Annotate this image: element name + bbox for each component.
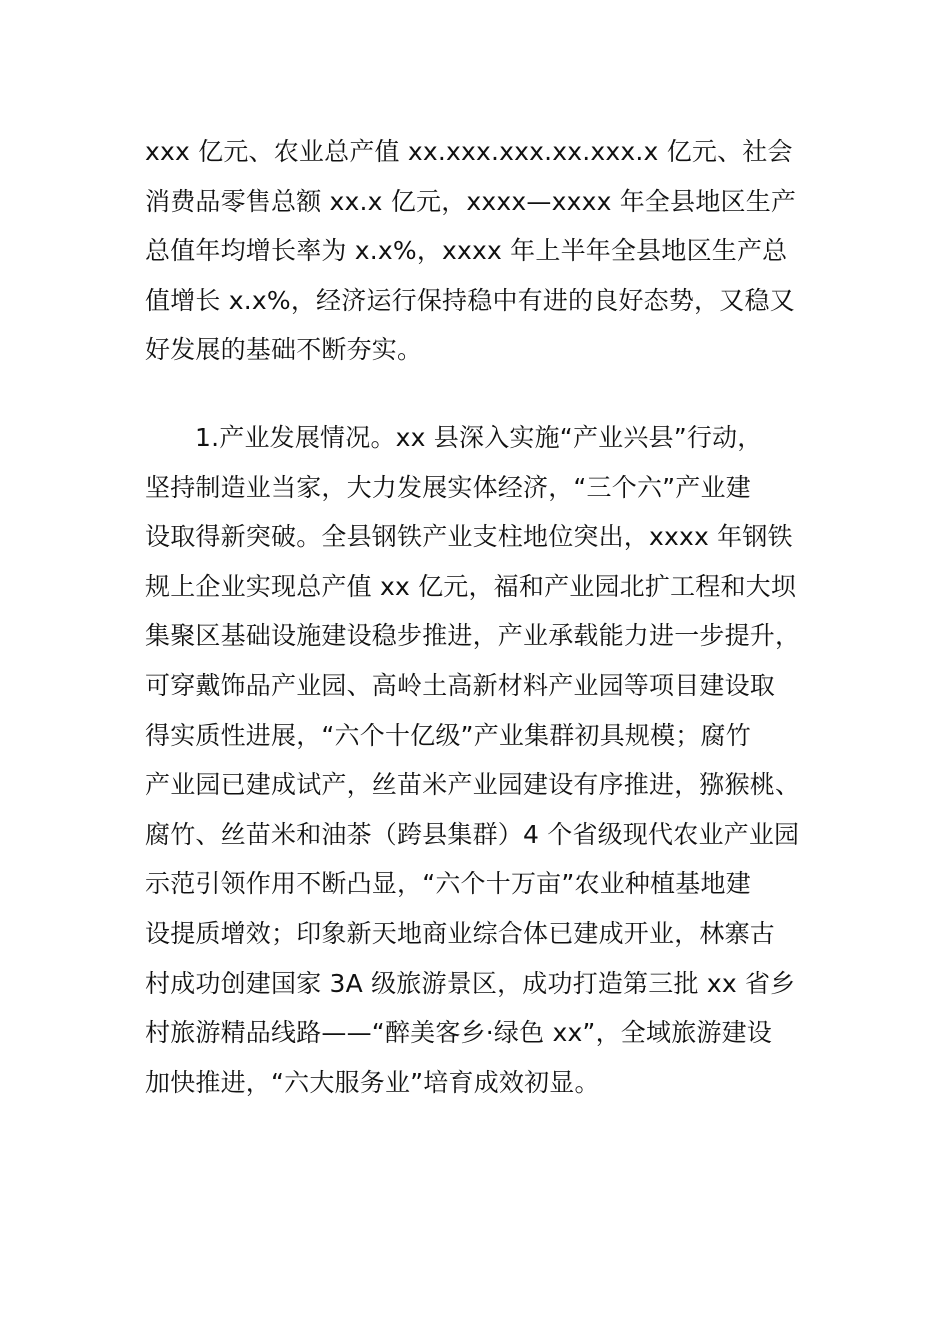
text-line: 消费品零售总额 xx.x 亿元，xxxx—xxxx 年全县地区生产 (145, 186, 797, 216)
text-line: 产业园已建成试产，丝苗米产业园建设有序推进，猕猴桃、 (145, 770, 801, 800)
paragraph-industry-development (145, 413, 810, 1107)
text-line: 1.产业发展情况。xx 县深入实施“产业兴县”行动， (195, 423, 763, 452)
text-line: 可穿戴饰品产业园、高岭土高新材料产业园等项目建设取 (145, 670, 776, 700)
text-line: 总值年均增长率为 x.x%，xxxx 年上半年全县地区生产总 (145, 236, 788, 266)
text-line: 坚持制造业当家，大力发展实体经济，“三个六”产业建 (145, 472, 751, 502)
text-line: 好发展的基础不断夯实。 (145, 335, 423, 365)
text-line: xxx 亿元、农业总产值 xx.xxx.xxx.xx.xxx.x 亿元、社会 (145, 137, 793, 166)
text-line: 示范引领作用不断凸显，“六个十万亩”农业种植基地建 (145, 869, 751, 899)
text-line: 加快推进，“六大服务业”培育成效初显。 (145, 1067, 600, 1097)
text-line: 规上企业实现总产值 xx 亿元，福和产业园北扩工程和大坝 (145, 571, 797, 601)
text-line: 设提质增效；印象新天地商业综合体已建成开业，林寨古 (145, 918, 776, 948)
text-line: 腐竹、丝苗米和油茶（跨县集群）4 个省级现代农业产业园 (145, 819, 800, 849)
text-line: 值增长 x.x%，经济运行保持稳中有进的良好态势，又稳又 (145, 285, 795, 315)
text-line: 村旅游精品线路——“醉美客乡·绿色 xx”，全域旅游建设 (145, 1018, 772, 1048)
text-line: 得实质性进展，“六个十亿级”产业集群初具规模；腐竹 (145, 720, 751, 750)
text-line: 集聚区基础设施建设稳步推进，产业承载能力进一步提升， (145, 621, 801, 651)
text-line: 村成功创建国家 3A 级旅游景区，成功打造第三批 xx 省乡 (145, 968, 796, 998)
text-line: 设取得新突破。全县钢铁产业支柱地位突出，xxxx 年钢铁 (145, 522, 793, 552)
paragraph-economic-summary (145, 127, 810, 375)
